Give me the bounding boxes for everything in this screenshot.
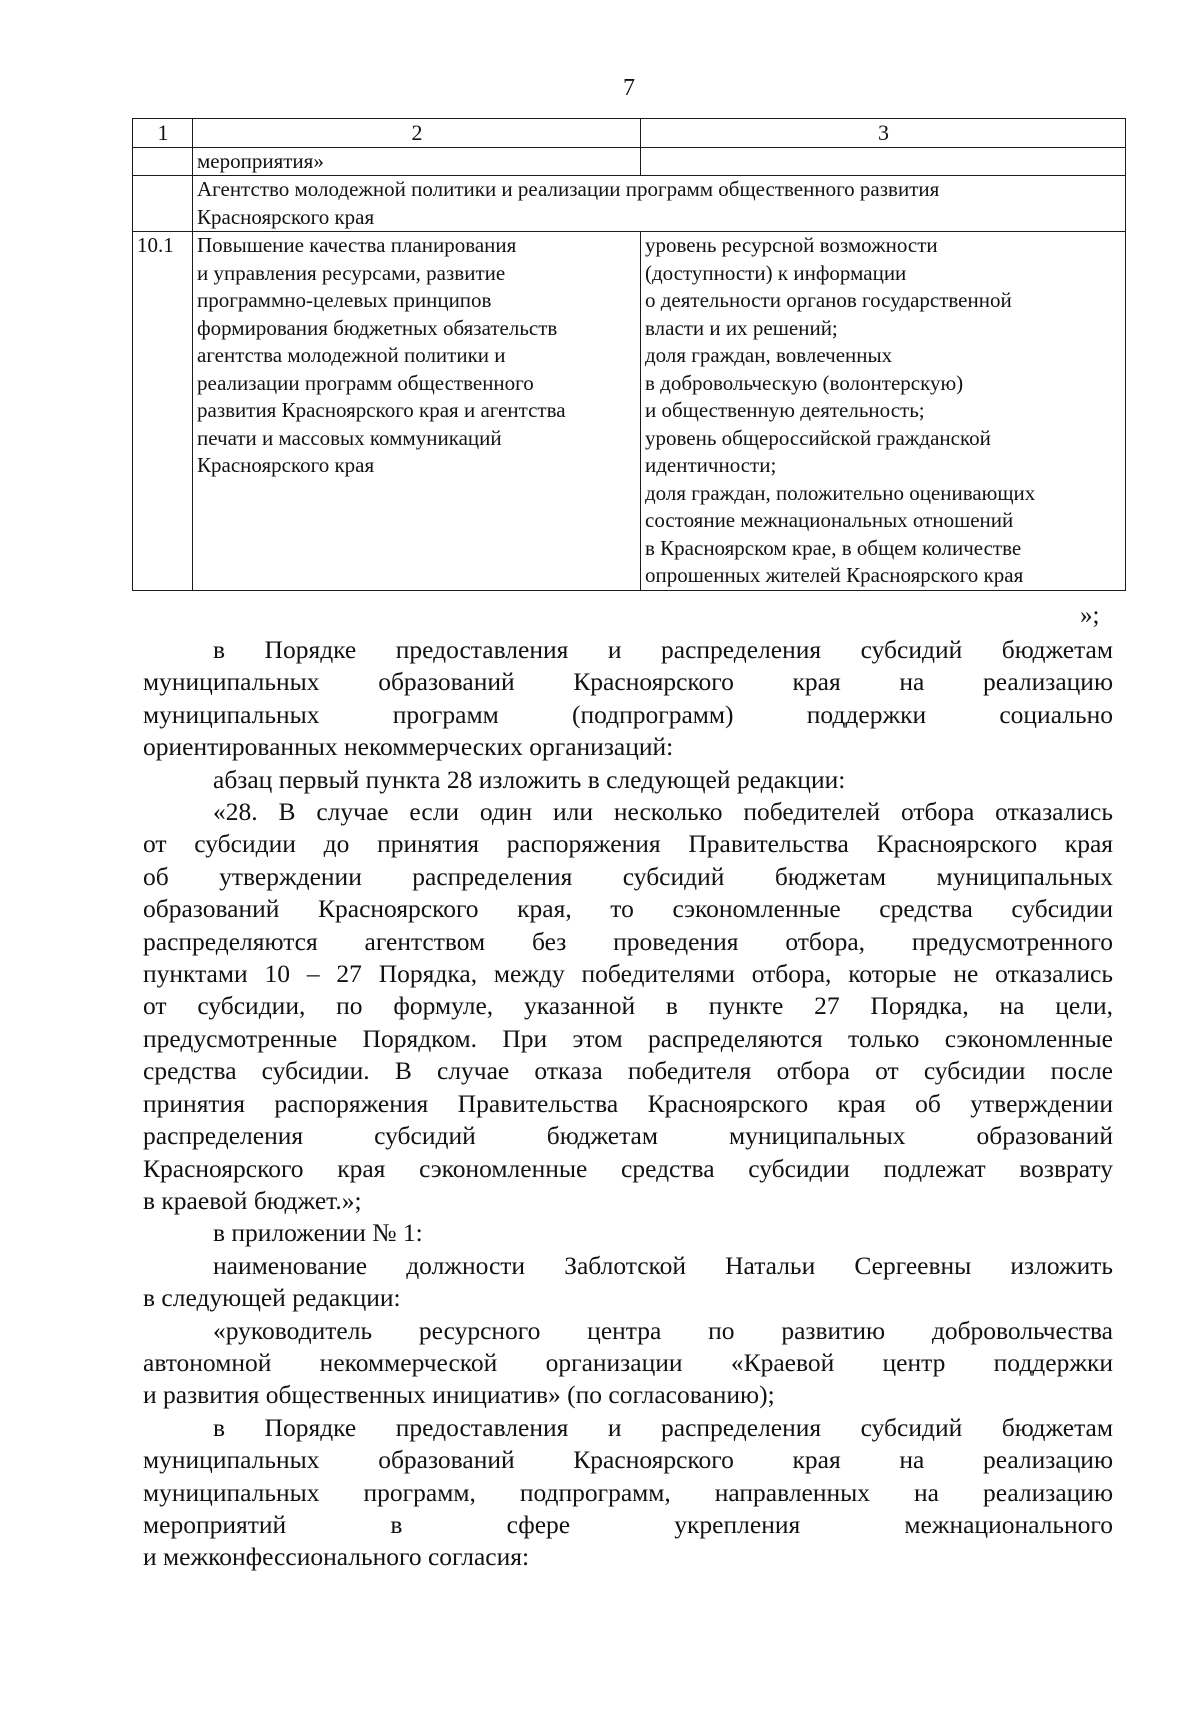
task-line: формирования бюджетных обязательств — [197, 315, 558, 340]
table-cell — [133, 176, 193, 232]
text-line: от субсидии до принятия распоряжения Правительства Красноярского края — [143, 829, 1113, 859]
text-line: и развития общественных инициатив» (по согласованию); — [143, 1380, 775, 1410]
table-row — [133, 232, 1126, 591]
text-line: Красноярского края сэкономленные средства субсидии подлежат возврату — [143, 1153, 1113, 1183]
table-row — [133, 176, 1126, 232]
task-line: печати и массовых коммуникаций — [197, 425, 502, 450]
text-line: в Порядке предоставления и распределения субсидий бюджетам — [213, 635, 1113, 664]
text-line: от субсидии, по формуле, указанной в пункте 27 Порядка, на цели, — [143, 991, 1113, 1021]
text-line: муниципальных программ (подпрограмм) поддержки социально — [143, 699, 1113, 729]
text-line: наименование должности Заблотской Натальи Сергеевны изложить — [213, 1250, 1113, 1280]
task-line: Красноярского края — [197, 453, 375, 477]
paragraph — [143, 764, 1113, 796]
agency-heading-line: Агентство молодежной политики и реализации программ общественного развития — [197, 177, 940, 201]
indicator-line: в добровольческую (волонтерскую) — [645, 370, 964, 395]
text-line: абзац первый пункта 28 изложить в следующей редакции: — [213, 764, 846, 794]
text-line: в следующей редакции: — [143, 1283, 401, 1313]
paragraph — [143, 1412, 1113, 1574]
text-line: «28. В случае если один или несколько победителей отбора отказались — [213, 797, 1113, 827]
header-cell: 2 — [193, 119, 641, 148]
indicator-line: уровень ресурсной возможности — [645, 233, 938, 257]
text-line: в Порядке предоставления и распределения субсидий бюджетам — [213, 1412, 1113, 1442]
indicator-line: состояние межнациональных отношений — [645, 508, 1014, 532]
indicator-line: идентичности; — [645, 453, 777, 477]
indicator-line: уровень общероссийской гражданской — [645, 425, 991, 450]
indicator-line: в Красноярском крае, в общем количестве — [645, 535, 1022, 560]
task-line: агентства молодежной политики и — [197, 343, 506, 367]
text-line: образований Красноярского края, то сэкономленные средства субсидии — [143, 894, 1113, 924]
task-line: реализации программ общественного — [197, 370, 534, 395]
agency-heading-cell — [193, 176, 1126, 232]
indicator-line: (доступности) к информации — [645, 260, 907, 285]
text-line: муниципальных программ, подпрограмм, направленных на реализацию — [143, 1477, 1113, 1507]
task-cell — [193, 232, 641, 591]
paragraph — [143, 796, 1113, 1217]
text-line: «руководитель ресурсного центра по развитию добровольчества — [213, 1315, 1113, 1345]
indicator-line: о деятельности органов государственной — [645, 288, 1012, 312]
text-line: в приложении № 1: — [213, 1218, 423, 1248]
agency-heading-line: Красноярского края — [197, 204, 375, 229]
table-cell — [133, 147, 193, 176]
text-line: предусмотренные Порядком. При этом распределяются только сэкономленные — [143, 1023, 1113, 1053]
indicator-line: и общественную деятельность; — [645, 398, 925, 422]
text-line: в краевой бюджет.»; — [143, 1185, 362, 1215]
indicator-line: власти и их решений; — [645, 315, 838, 340]
task-line: развития Красноярского края и агентства — [197, 398, 566, 422]
text-line: муниципальных образований Красноярского края на реализацию — [143, 1445, 1113, 1475]
indicators-cell — [641, 232, 1126, 591]
text-line: распределяются агентством без проведения отбора, предусмотренного — [143, 926, 1113, 956]
text-line: ориентированных некоммерческих организаций: — [143, 732, 674, 762]
indicator-line: опрошенных жителей Красноярского края — [645, 563, 1024, 587]
text-line: средства субсидии. В случае отказа победителя отбора от субсидии после — [143, 1056, 1113, 1086]
paragraph — [143, 1250, 1113, 1315]
table-row — [133, 147, 1126, 176]
table-header-row — [133, 119, 1126, 148]
page-number: 7 — [623, 75, 635, 101]
task-line: программно-целевых принципов — [197, 288, 492, 312]
header-cell: 1 — [133, 119, 193, 148]
task-line: и управления ресурсами, развитие — [197, 260, 506, 285]
table-cell — [641, 147, 1126, 176]
text-line: и межконфессионального согласия: — [143, 1542, 530, 1572]
indicator-line: доля граждан, положительно оценивающих — [645, 480, 1036, 505]
row-number-cell: 10.1 — [133, 232, 193, 591]
amendment-table — [132, 118, 1126, 591]
text-line: муниципальных образований Красноярского края на реализацию — [143, 667, 1113, 697]
task-line: Повышение качества планирования — [197, 233, 517, 257]
text-line: автономной некоммерческой организации «Краевой центр поддержки — [143, 1347, 1113, 1377]
paragraph — [143, 634, 1113, 764]
text-line: мероприятий в сфере укрепления межнационального — [143, 1509, 1113, 1539]
paragraph — [143, 1315, 1113, 1412]
document-body — [143, 634, 1113, 1574]
indicator-line: доля граждан, вовлеченных — [645, 343, 893, 367]
text-line: пунктами 10 – 27 Порядка, между победителями отбора, которые не отказались — [143, 959, 1113, 989]
table-cell: мероприятия» — [193, 147, 641, 176]
header-cell: 3 — [641, 119, 1126, 148]
table-closing-quote: »; — [1080, 602, 1100, 629]
paragraph — [143, 1217, 1113, 1249]
text-line: принятия распоряжения Правительства Красноярского края об утверждении — [143, 1088, 1113, 1118]
text-line: распределения субсидий бюджетам муниципальных образований — [143, 1121, 1113, 1151]
text-line: об утверждении распределения субсидий бюджетам муниципальных — [143, 861, 1113, 891]
